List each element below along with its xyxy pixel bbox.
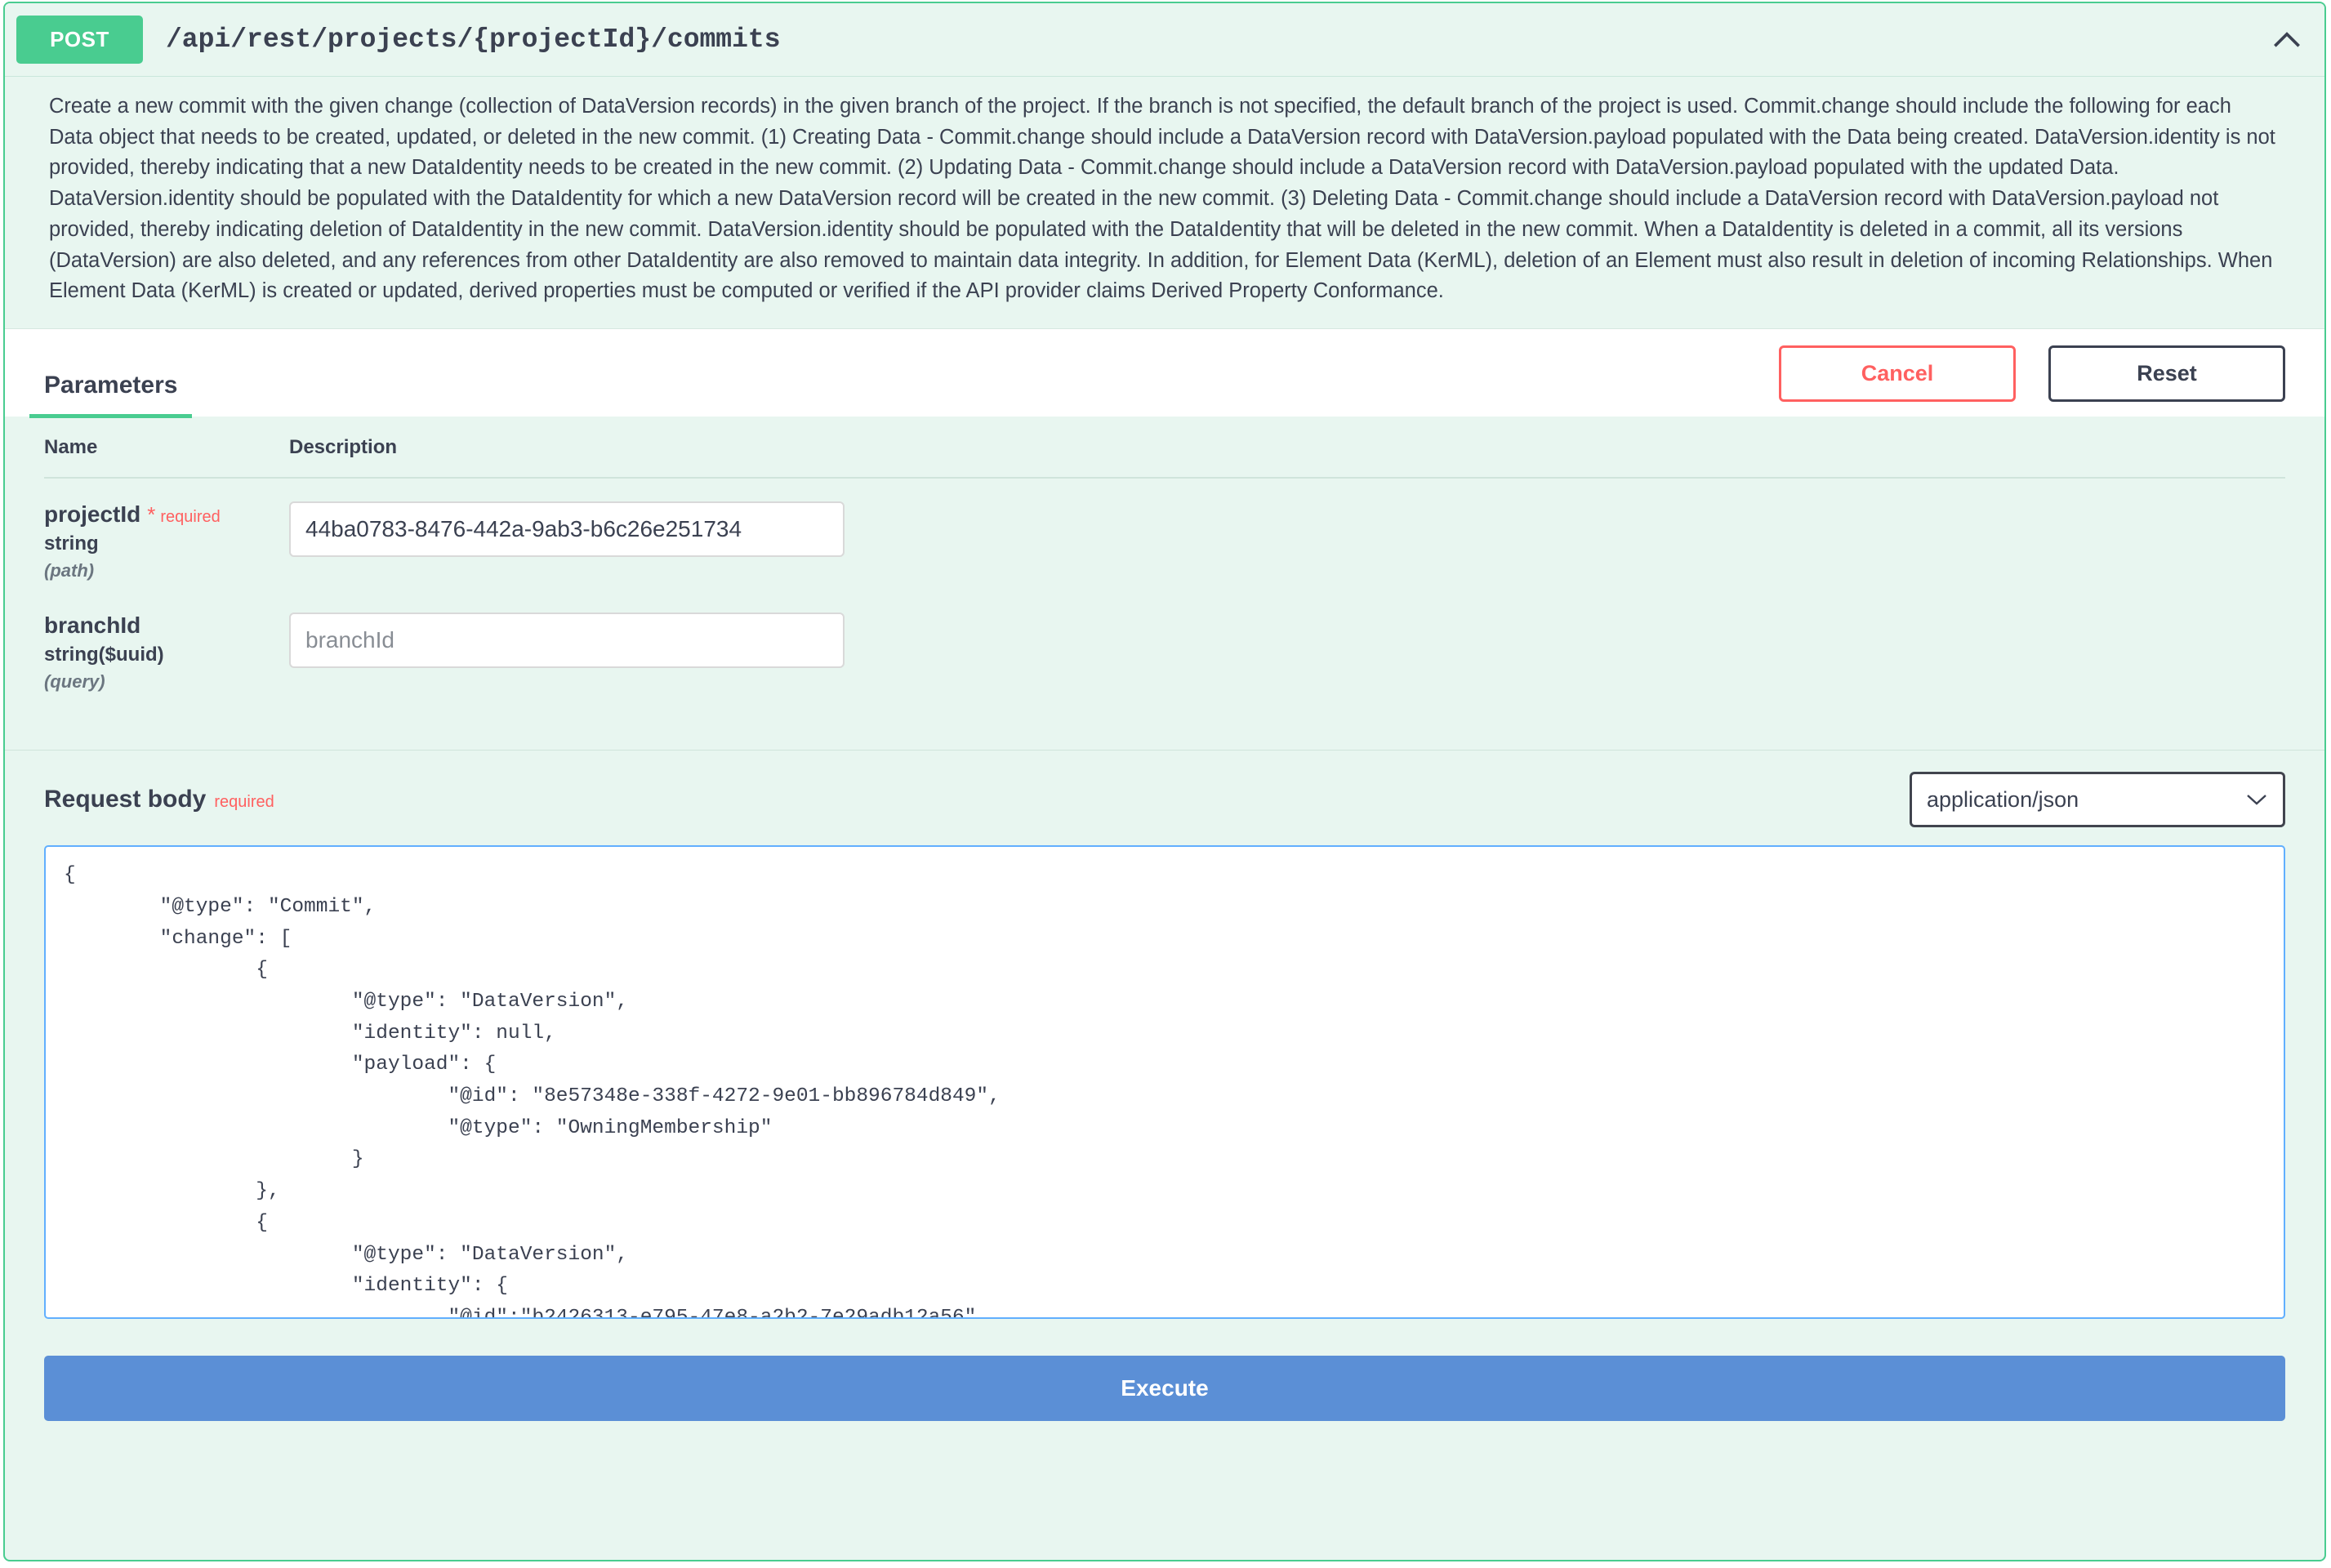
request-body-required-label: required xyxy=(214,793,274,812)
parameter-name: projectId xyxy=(44,501,141,528)
media-type-select-wrap[interactable] xyxy=(1910,772,2285,827)
parameters-toolbar xyxy=(5,328,2324,416)
tab-parameters[interactable]: Parameters xyxy=(29,372,192,418)
required-label: required xyxy=(160,508,221,527)
parameter-actions xyxy=(1779,345,2285,416)
operation-description: Create a new commit with the given change (collection of DataVersion records) in the given branch of the project. If the branch is not specified, the default branch of the project is used. Commit.change should include the following for each Data object that needs to be created, updated, or deleted in the new commit. (1) Creating Data - Commit.change should include a DataVersion record with DataVersion.payload populated with the Data being created. DataVersion.identity is not provided, thereby indicating that a new DataIdentity needs to be created in the new commit. (2) Updating Data - Commit.change should include a DataVersion record with DataVersion.payload populated with the updated Data. DataVersion.identity should be populated with the DataIdentity for which a new DataVersion record will be created in the new commit. (3) Deleting Data - Commit.change should include a DataVersion record with DataVersion.payload not provided, thereby indicating deletion of DataIdentity in the new commit. DataVersion.identity should be populated with the DataIdentity that will be deleted in the new commit. When a DataIdentity is deleted in a commit, all its versions (DataVersion) are also deleted, and any references from other DataIdentity are also removed to maintain data integrity. In addition, for Element Data (KerML), deletion of an Element must also result in deletion of incoming Relationships. When Element Data (KerML) is created or updated, derived properties must be computed or verified if the API provider claims Derived Property Conformance. xyxy=(5,77,2324,328)
request-body-textarea[interactable] xyxy=(44,845,2285,1319)
execute-button[interactable]: Execute xyxy=(44,1356,2285,1421)
parameter-input-cell-projectid xyxy=(289,478,2285,590)
column-header-description: Description xyxy=(289,416,2285,478)
parameter-type: string($uuid) xyxy=(44,644,164,666)
parameter-input-cell-branchid xyxy=(289,590,2285,701)
operation-path: /api/rest/projects/{projectId}/commits xyxy=(166,24,781,55)
http-method-badge: POST xyxy=(16,16,143,64)
parameter-name: branchId xyxy=(44,612,141,639)
table-header-row xyxy=(44,416,2285,478)
execute-wrap xyxy=(5,1323,2324,1421)
cancel-button[interactable]: Cancel xyxy=(1779,345,2016,402)
request-body-heading xyxy=(44,786,274,813)
chevron-up-icon[interactable] xyxy=(2269,22,2305,58)
reset-button[interactable]: Reset xyxy=(2048,345,2285,402)
table-row xyxy=(44,590,2285,701)
parameter-meta-branchid xyxy=(44,590,289,701)
parameters-table xyxy=(44,416,2285,701)
projectid-input[interactable] xyxy=(289,501,845,557)
request-body-bar xyxy=(5,750,2324,845)
operation-summary[interactable] xyxy=(5,3,2324,77)
operation-block xyxy=(3,2,2326,1561)
parameter-type: string xyxy=(44,532,99,555)
parameter-meta-projectid xyxy=(44,478,289,590)
required-asterisk: * xyxy=(147,502,156,528)
branchid-input[interactable] xyxy=(289,612,845,668)
parameter-location: (query) xyxy=(44,671,105,693)
media-type-select[interactable] xyxy=(1910,772,2285,827)
request-body-title: Request body xyxy=(44,786,207,813)
request-body-editor-wrap xyxy=(5,845,2324,1323)
column-header-name: Name xyxy=(44,416,289,478)
parameters-table-wrap xyxy=(5,416,2324,701)
table-row xyxy=(44,478,2285,590)
parameter-location: (path) xyxy=(44,560,95,581)
